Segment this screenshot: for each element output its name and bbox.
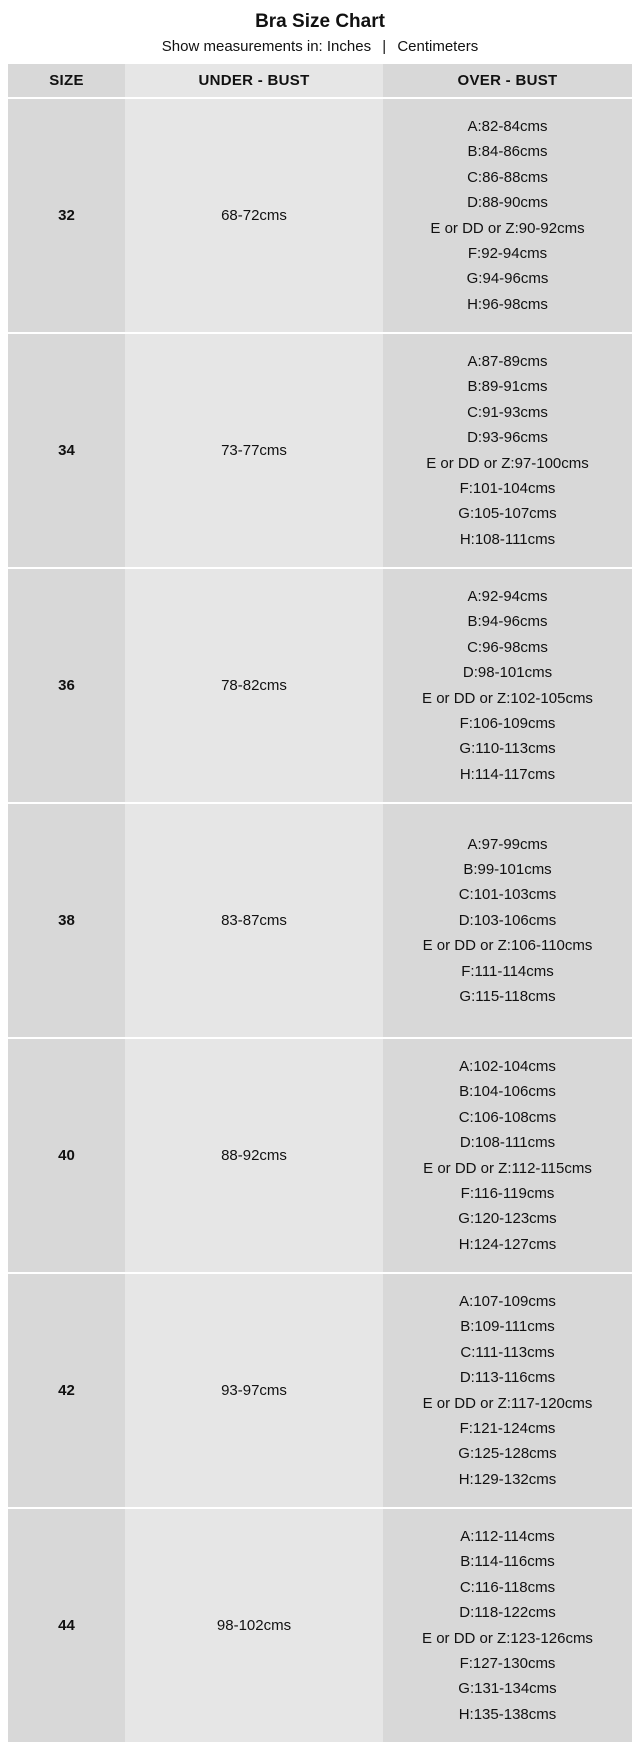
cell-over-bust <box>383 98 632 333</box>
cell-under-bust: 93-97cms <box>125 1273 383 1508</box>
cup-size-line: G:105-107cms <box>458 505 557 523</box>
cup-size-line: D:98-101cms <box>462 664 553 682</box>
cup-size-line: D:88-90cms <box>467 194 548 212</box>
cup-size-line: G:110-113cms <box>459 740 556 758</box>
cell-size: 40 <box>8 1038 125 1273</box>
cell-size: 34 <box>8 333 125 568</box>
cup-size-line: F:111-114cms <box>461 962 554 980</box>
cell-under-bust: 68-72cms <box>125 98 383 333</box>
cup-size-line: B:99-101cms <box>463 860 552 878</box>
header-size: SIZE <box>8 64 125 98</box>
cup-size-line: E or DD or Z:97-100cms <box>426 454 589 472</box>
cup-size-line: E or DD or Z:117-120cms <box>422 1394 593 1412</box>
cup-size-line: A:82-84cms <box>467 117 548 135</box>
cup-size-line: C:91-93cms <box>467 403 548 421</box>
cell-under-bust: 83-87cms <box>125 803 383 1038</box>
cup-size-line: B:89-91cms <box>467 378 548 396</box>
cup-size-line: H:129-132cms <box>458 1470 557 1488</box>
unit-inches-link[interactable]: Inches <box>326 38 372 55</box>
cup-size-line: E or DD or Z:90-92cms <box>430 219 585 237</box>
cup-size-line: A:87-89cms <box>467 352 548 370</box>
cup-size-line: G:125-128cms <box>458 1445 557 1463</box>
cup-size-line: C:106-108cms <box>458 1108 557 1126</box>
cup-size-line: E or DD or Z:112-115cms <box>423 1159 592 1177</box>
cup-size-line: C:116-118cms <box>459 1578 556 1596</box>
unit-switcher <box>0 35 640 59</box>
cell-under-bust: 78-82cms <box>125 568 383 803</box>
cell-over-bust <box>383 568 632 803</box>
unit-switcher-label: Show measurements in: <box>161 38 323 55</box>
cup-size-line: G:120-123cms <box>458 1210 557 1228</box>
cup-size-line: F:92-94cms <box>467 244 548 262</box>
unit-separator: | <box>382 38 387 55</box>
table-body <box>8 98 632 1743</box>
cell-over-bust <box>383 1273 632 1508</box>
table-row <box>8 803 632 1038</box>
cup-size-line: B:109-111cms <box>460 1318 555 1336</box>
cell-size: 36 <box>8 568 125 803</box>
cup-size-line: D:113-116cms <box>459 1369 556 1387</box>
cell-over-bust <box>383 1038 632 1273</box>
cell-over-bust <box>383 1508 632 1743</box>
cup-size-line: A:112-114cms <box>460 1527 555 1545</box>
cup-size-line: F:127-130cms <box>459 1654 556 1672</box>
page-title: Bra Size Chart <box>255 11 385 32</box>
cup-size-line: B:84-86cms <box>467 143 548 161</box>
cup-size-line: F:106-109cms <box>459 714 556 732</box>
cup-size-line: C:96-98cms <box>467 638 548 656</box>
cup-size-line: B:94-96cms <box>467 613 548 631</box>
cup-size-line: H:114-117cms <box>459 765 556 783</box>
table-row <box>8 1273 632 1508</box>
cup-size-line: F:116-119cms <box>460 1184 555 1202</box>
cup-size-line: E or DD or Z:106-110cms <box>422 937 593 955</box>
cup-size-line: D:108-111cms <box>459 1134 556 1152</box>
cup-size-line: D:118-122cms <box>459 1604 556 1622</box>
cup-size-line: G:115-118cms <box>459 988 556 1006</box>
cell-size: 42 <box>8 1273 125 1508</box>
cup-size-line: C:86-88cms <box>467 168 548 186</box>
cup-size-line: H:124-127cms <box>458 1235 557 1253</box>
cup-size-line: C:101-103cms <box>458 886 557 904</box>
table-row <box>8 568 632 803</box>
cup-size-line: D:93-96cms <box>467 429 548 447</box>
header-under-bust: UNDER - BUST <box>125 64 383 98</box>
table-row <box>8 333 632 568</box>
cell-size: 32 <box>8 98 125 333</box>
cup-size-line: E or DD or Z:102-105cms <box>422 689 593 707</box>
cell-size: 38 <box>8 803 125 1038</box>
table-row <box>8 1038 632 1273</box>
cell-under-bust: 73-77cms <box>125 333 383 568</box>
unit-centimeters-link[interactable]: Centimeters <box>397 38 479 55</box>
cup-size-line: A:92-94cms <box>467 587 548 605</box>
cup-size-line: B:114-116cms <box>460 1553 555 1571</box>
table-row <box>8 1508 632 1743</box>
cup-size-line: B:104-106cms <box>459 1083 556 1101</box>
table-header-row <box>8 64 632 98</box>
cell-over-bust <box>383 803 632 1038</box>
cup-size-line: D:103-106cms <box>458 911 557 929</box>
header-over-bust: OVER - BUST <box>383 64 632 98</box>
cup-size-line: G:131-134cms <box>458 1680 557 1698</box>
cup-size-line: A:97-99cms <box>467 835 548 853</box>
size-chart-table <box>8 64 632 1744</box>
cell-under-bust: 88-92cms <box>125 1038 383 1273</box>
cell-size: 44 <box>8 1508 125 1743</box>
cup-size-line: E or DD or Z:123-126cms <box>422 1629 593 1647</box>
cup-size-line: G:94-96cms <box>466 270 549 288</box>
table-row <box>8 98 632 333</box>
cup-size-line: C:111-113cms <box>460 1343 555 1361</box>
cup-size-line: F:101-104cms <box>459 479 556 497</box>
cup-size-line: H:135-138cms <box>458 1705 557 1723</box>
cup-size-line: H:96-98cms <box>467 295 548 313</box>
cup-size-line: A:102-104cms <box>459 1057 556 1075</box>
cup-size-line: A:107-109cms <box>459 1292 556 1310</box>
cell-under-bust: 98-102cms <box>125 1508 383 1743</box>
cup-size-line: H:108-111cms <box>459 530 556 548</box>
cell-over-bust <box>383 333 632 568</box>
cup-size-line: F:121-124cms <box>459 1419 556 1437</box>
